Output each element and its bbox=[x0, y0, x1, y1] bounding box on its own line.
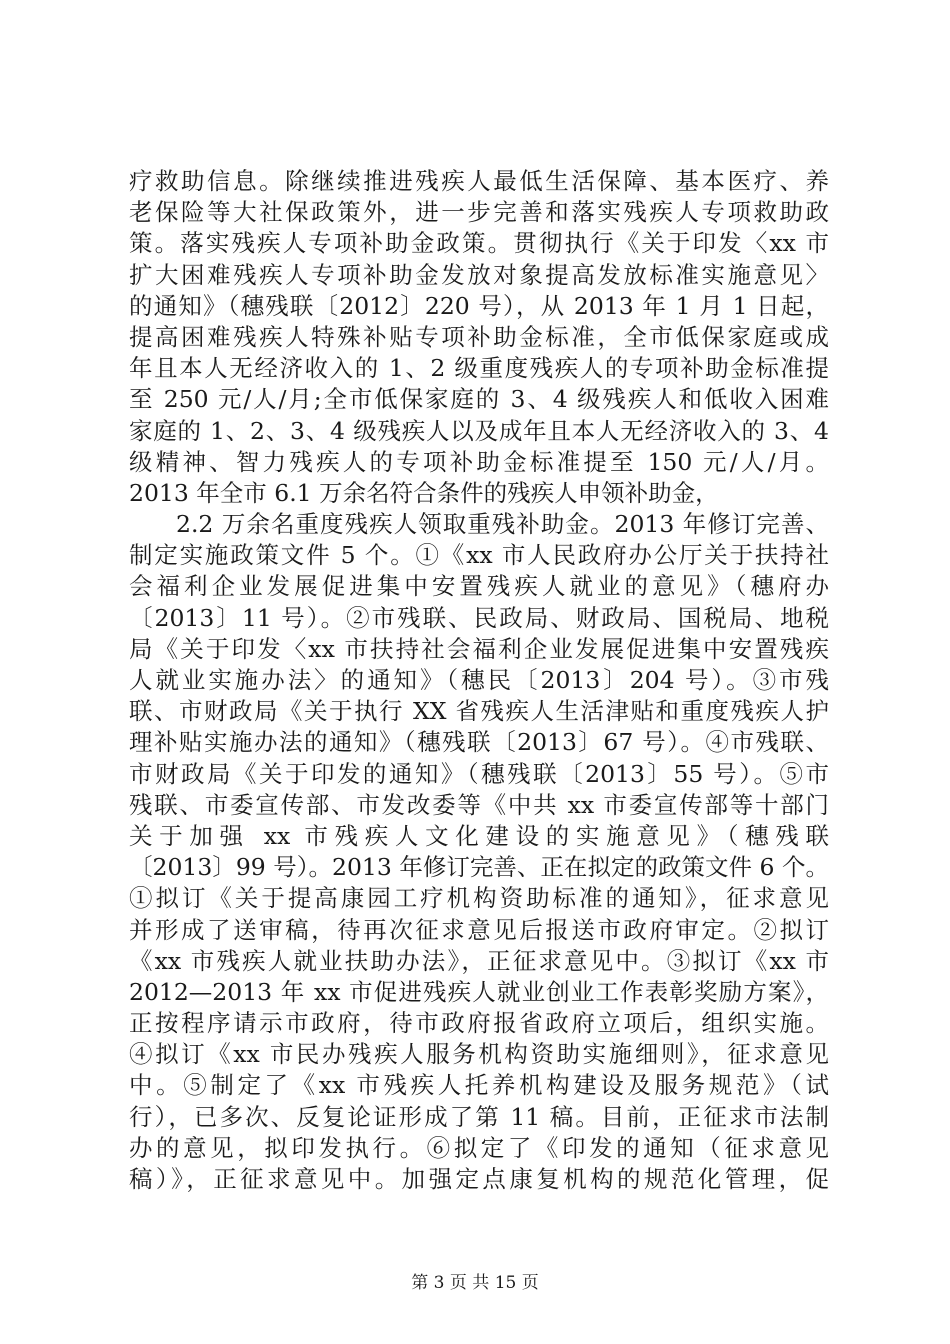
text-line: 正按程序请示市政府，待市政府报省政府立项后，组织实施。 bbox=[129, 1009, 829, 1038]
text-line: 扩大困难残疾人专项补助金发放对象提高发放标准实施意见〉 bbox=[129, 260, 829, 289]
text-line: 人就业实施办法〉的通知》（穗民〔2013〕204 号）。③市残 bbox=[129, 666, 829, 694]
text-line: 〔2013〕11 号）。②市残联、民政局、财政局、国税局、地税 bbox=[129, 603, 829, 632]
text-line: 联、市财政局《关于执行 XX 省残疾人生活津贴和重度残疾人护 bbox=[129, 697, 829, 726]
text-line: 办的意见，拟印发执行。⑥拟定了《印发的通知（征求意见 bbox=[129, 1133, 829, 1162]
text-line: 的通知》（穗残联〔2012〕220 号），从 2013 年 1 月 1 日起， bbox=[129, 291, 829, 320]
text-line: 至 250 元/人/月;全市低保家庭的 3、4 级残疾人和低收入困难 bbox=[129, 385, 829, 414]
text-line: 制定实施政策文件 5 个。①《xx 市人民政府办公厅关于扶持社 bbox=[129, 541, 829, 570]
text-line: 策。落实残疾人专项补助金政策。贯彻执行《关于印发〈xx 市 bbox=[129, 229, 829, 258]
text-line: 行），已多次、反复论证形成了第 11 稿。目前，正征求市法制 bbox=[129, 1102, 829, 1131]
text-line: 市财政局《关于印发的通知》（穗残联〔2013〕55 号）。⑤市 bbox=[129, 759, 829, 788]
text-line: ④拟订《xx 市民办残疾人服务机构资助实施细则》，征求意见 bbox=[129, 1040, 829, 1069]
text-line: 〔2013〕99 号）。2013 年修订完善、正在拟定的政策文件 6 个。 bbox=[129, 853, 829, 882]
text-line: ①拟订《关于提高康园工疗机构资助标准的通知》，征求意见 bbox=[129, 884, 829, 913]
text-line: 稿）》，正征求意见中。加强定点康复机构的规范化管理，促 bbox=[129, 1165, 829, 1193]
page-number-footer: 第 3 页 共 15 页 bbox=[411, 1273, 539, 1293]
text-line: 局《关于印发〈xx 市扶持社会福利企业发展促进集中安置残疾 bbox=[129, 634, 829, 663]
text-line: 并形成了送审稿，待再次征求意见后报送市政府审定。②拟订 bbox=[129, 915, 829, 944]
text-line: 《xx 市残疾人就业扶助办法》，正征求意见中。③拟订《xx 市 bbox=[129, 946, 829, 975]
text-line: 残联、市委宣传部、市发改委等《中共 xx 市委宣传部等十部门 bbox=[129, 790, 829, 819]
text-line: 提高困难残疾人特殊补贴专项补助金标准，全市低保家庭或成 bbox=[129, 322, 829, 351]
text-line: 2.2 万余名重度残疾人领取重残补助金。2013 年修订完善、 bbox=[176, 510, 829, 539]
text-line: 级精神、智力残疾人的专项补助金标准提至 150 元/人/月。 bbox=[129, 447, 829, 476]
body-text bbox=[129, 166, 829, 1195]
text-line: 家庭的 1、2、3、4 级残疾人以及成年且本人无经济收入的 3、4 bbox=[129, 416, 829, 445]
text-line: 2012—2013 年 xx 市促进残疾人就业创业工作表彰奖励方案》， bbox=[129, 977, 829, 1006]
text-line: 会福利企业发展促进集中安置残疾人就业的意见》（穗府办 bbox=[129, 572, 829, 601]
text-line: 2013 年全市 6.1 万余名符合条件的残疾人申领补助金， bbox=[129, 478, 719, 507]
text-line: 中。⑤制定了《xx 市残疾人托养机构建设及服务规范》（试 bbox=[129, 1071, 829, 1100]
text-line: 关于加强 xx 市残疾人文化建设的实施意见》（穗残联 bbox=[129, 821, 829, 850]
text-line: 老保险等大社保政策外，进一步完善和落实残疾人专项救助政 bbox=[129, 198, 829, 227]
text-line: 年且本人无经济收入的 1、2 级重度残疾人的专项补助金标准提 bbox=[129, 354, 829, 383]
text-line: 疗救助信息。除继续推进残疾人最低生活保障、基本医疗、养 bbox=[129, 167, 829, 195]
text-line: 理补贴实施办法的通知》（穗残联〔2013〕67 号）。④市残联、 bbox=[129, 728, 829, 757]
